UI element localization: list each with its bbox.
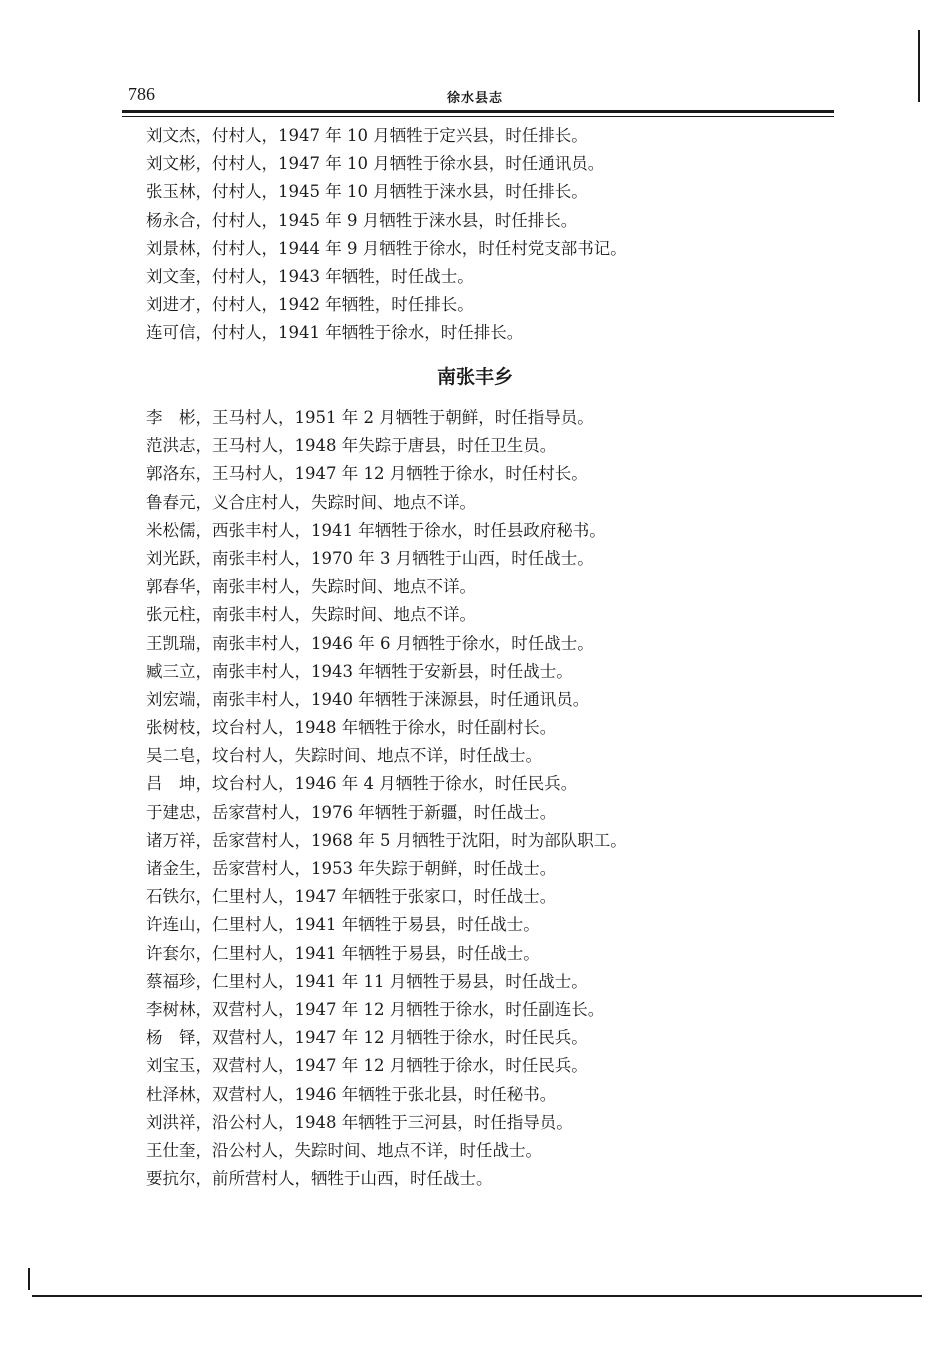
list-item: 刘光跃，南张丰村人，1970 年 3 月牺牲于山西，时任战士。: [146, 548, 594, 568]
list-item: 刘宝玉，双营村人，1947 年 12 月牺牲于徐水，时任民兵。: [146, 1056, 588, 1076]
list-item: 刘景林，付村人，1944 年 9 月牺牲于徐水，时任村党支部书记。: [146, 238, 627, 258]
entry-list-section: [146, 404, 627, 1193]
list-item: 米松儒，西张丰村人，1941 年牺牲于徐水，时任县政府秘书。: [146, 520, 606, 540]
list-item: 杜泽林，双营村人，1946 年牺牲于张北县，时任秘书。: [146, 1084, 557, 1104]
list-item: 杨永合，付村人，1945 年 9 月牺牲于涞水县，时任排长。: [146, 210, 578, 230]
bottom-rule: [32, 1295, 922, 1297]
list-item: 张玉林，付村人，1945 年 10 月牺牲于涞水县，时任排长。: [146, 182, 588, 202]
list-item: 吕 坤，坟台村人，1946 年 4 月牺牲于徐水，时任民兵。: [146, 774, 578, 794]
running-title: 徐水县志: [446, 91, 503, 106]
list-item: 臧三立，南张丰村人，1943 年牺牲于安新县，时任战士。: [146, 661, 573, 681]
list-item: 郭春华，南张丰村人，失踪时间、地点不详。: [146, 577, 476, 597]
list-item: 刘文彬，付村人，1947 年 10 月牺牲于徐水县，时任通讯员。: [146, 154, 605, 174]
list-item: 连可信，付村人，1941 年牺牲于徐水，时任排长。: [146, 323, 524, 343]
list-item: 刘洪祥，沿公村人，1948 年牺牲于三河县，时任指导员。: [146, 1112, 573, 1132]
list-item: 许套尔，仁里村人，1941 年牺牲于易县，时任战士。: [146, 943, 540, 963]
entry-list-before: [146, 122, 627, 348]
list-item: 杨 铎，双营村人，1947 年 12 月牺牲于徐水，时任民兵。: [146, 1028, 588, 1048]
list-item: 郭洛东，王马村人，1947 年 12 月牺牲于徐水，时任村长。: [146, 464, 588, 484]
list-item: 王仕奎，沿公村人，失踪时间、地点不详，时任战士。: [146, 1140, 542, 1160]
list-item: 诸万祥，岳家营村人，1968 年 5 月牺牲于沈阳，时为部队职工。: [146, 830, 627, 850]
list-item: 刘文杰，付村人，1947 年 10 月牺牲于定兴县，时任排长。: [146, 126, 588, 145]
list-item: 范洪志，王马村人，1948 年失踪于唐县，时任卫生员。: [146, 436, 557, 456]
list-item: 刘进才，付村人，1942 年牺牲，时任排长。: [146, 295, 474, 315]
list-item: 刘宏端，南张丰村人，1940 年牺牲于涞源县，时任通讯员。: [146, 689, 590, 709]
header-rule-thin: [122, 116, 834, 117]
list-item: 蔡福珍，仁里村人，1941 年 11 月牺牲于易县，时任战士。: [146, 971, 588, 991]
section-heading: 南张丰乡: [436, 366, 513, 388]
list-item: 张元柱，南张丰村人，失踪时间、地点不详。: [146, 605, 476, 625]
header-rule-thick: [122, 110, 834, 113]
list-item: 李树林，双营村人，1947 年 12 月牺牲于徐水，时任副连长。: [146, 999, 605, 1019]
list-item: 李 彬，王马村人，1951 年 2 月牺牲于朝鲜，时任指导员。: [146, 408, 594, 427]
list-item: 鲁春元，义合庄村人，失踪时间、地点不详。: [146, 492, 476, 512]
list-item: 张树枝，坟台村人，1948 年牺牲于徐水，时任副村长。: [146, 718, 557, 738]
list-item: 吴二皂，坟台村人，失踪时间、地点不详，时任战士。: [146, 746, 542, 766]
list-item: 于建忠，岳家营村人，1976 年牺牲于新疆，时任战士。: [146, 802, 557, 822]
list-item: 诸金生，岳家营村人，1953 年失踪于朝鲜，时任战士。: [146, 859, 557, 878]
scan-edge-mark: [918, 30, 920, 102]
page-number: 786: [128, 84, 155, 104]
scan-corner-mark: [28, 1268, 30, 1290]
list-item: 王凯瑞，南张丰村人，1946 年 6 月牺牲于徐水，时任战士。: [146, 633, 594, 653]
list-item: 要抗尔，前所营村人，牺牲于山西，时任战士。: [146, 1169, 493, 1189]
list-item: 石铁尔，仁里村人，1947 年牺牲于张家口，时任战士。: [146, 887, 557, 907]
list-item: 刘文奎，付村人，1943 年牺牲，时任战士。: [146, 266, 474, 286]
list-item: 许连山，仁里村人，1941 年牺牲于易县，时任战士。: [146, 915, 540, 935]
